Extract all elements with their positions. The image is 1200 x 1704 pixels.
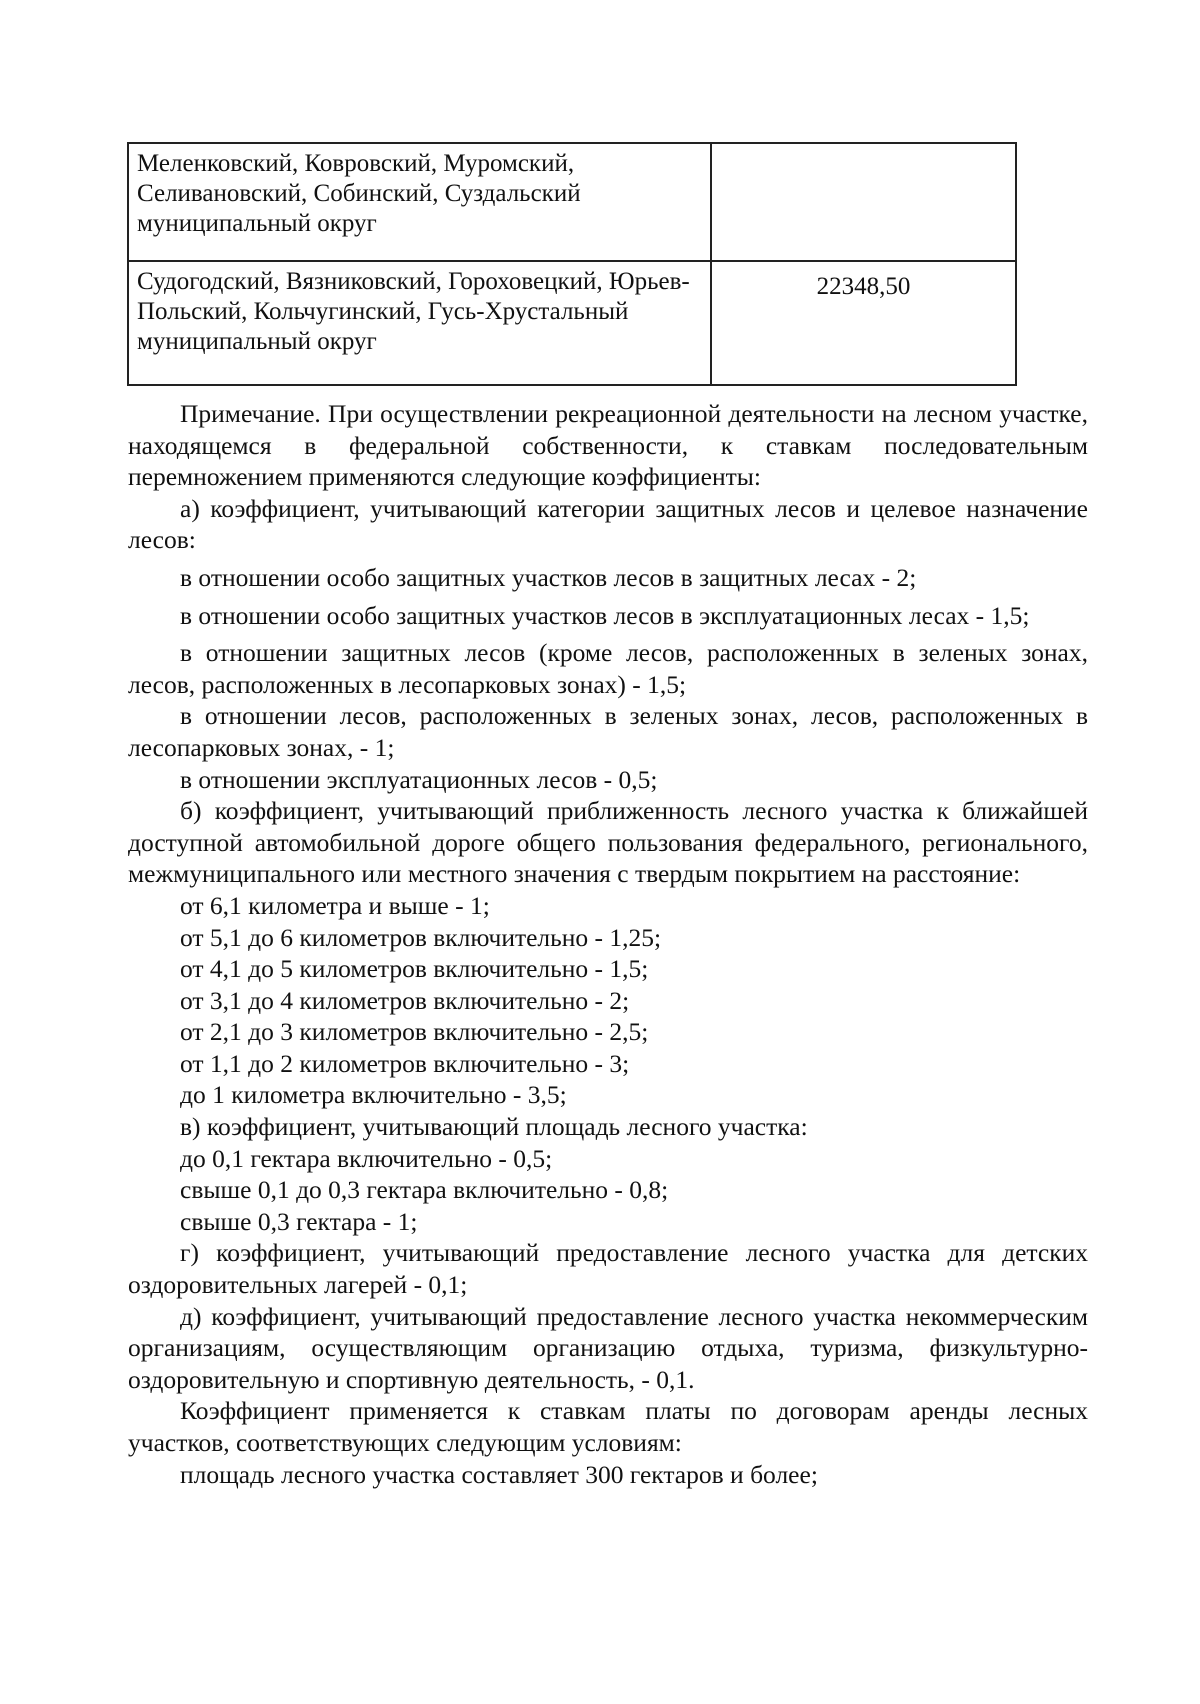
note-paragraph: от 2,1 до 3 километров включительно - 2,5;	[180, 1017, 649, 1047]
note-paragraph: г) коэффициент, учитывающий предоставление лесного участка для детских оздоровительных лагерей - 0,1;	[128, 1238, 1088, 1300]
table-row	[128, 143, 1016, 261]
note-paragraph: в) коэффициент, учитывающий площадь лесного участка:	[180, 1112, 808, 1142]
rates-table	[127, 142, 1017, 386]
note-paragraph: от 4,1 до 5 километров включительно - 1,5;	[180, 954, 649, 984]
note-text	[128, 398, 1088, 1490]
note-paragraph: Примечание. При осуществлении рекреационной деятельности на лесном участке, находящемся в федеральной собственности, к ставкам последовательным перемножением применяются следующие коэффициенты:	[128, 399, 1088, 492]
note-paragraph: свыше 0,3 гектара - 1;	[180, 1206, 418, 1236]
note-paragraph: в отношении особо защитных участков лесов в эксплуатационных лесах - 1,5;	[180, 600, 1030, 630]
region-cell: Меленковский, Ковровский, Муромский, Селивановский, Собинский, Суздальский муниципальный округ	[128, 143, 711, 261]
note-paragraph: д) коэффициент, учитывающий предоставление лесного участка некоммерческим организациям, осуществляющим организацию отдыха, туризма, физкультурно-оздоровительную и спортивную деятельность, - 0,1.	[128, 1301, 1088, 1394]
rate-cell: 22348,50	[711, 261, 1016, 385]
note-paragraph: до 0,1 гектара включительно - 0,5;	[180, 1143, 553, 1173]
note-paragraph: до 1 километра включительно - 3,5;	[180, 1080, 567, 1110]
note-paragraph: в отношении лесов, расположенных в зеленых зонах, лесов, расположенных в лесопарковых зонах, - 1;	[128, 701, 1088, 762]
note-paragraph: б) коэффициент, учитывающий приближенность лесного участка к ближайшей доступной автомобильной дороге общего пользования федерального, регионального, межмуниципального или местного значения с твердым покрытием на расстояние:	[128, 796, 1088, 889]
table-row	[128, 261, 1016, 385]
note-paragraph: а) коэффициент, учитывающий категории защитных лесов и целевое назначение лесов:	[128, 493, 1088, 555]
note-paragraph: Коэффициент применяется к ставкам платы по договорам аренды лесных участков, соответствующих следующим условиям:	[128, 1396, 1088, 1457]
note-paragraph: свыше 0,1 до 0,3 гектара включительно - 0,8;	[180, 1175, 669, 1205]
region-cell: Судогодский, Вязниковский, Гороховецкий, Юрьев-Польский, Кольчугинский, Гусь-Хрустальный муниципальный округ	[128, 261, 711, 385]
note-paragraph: от 5,1 до 6 километров включительно - 1,25;	[180, 922, 662, 952]
rate-cell	[711, 143, 1016, 261]
note-paragraph: площадь лесного участка составляет 300 гектаров и более;	[180, 1459, 818, 1489]
note-paragraph: от 6,1 километра и выше - 1;	[180, 890, 490, 920]
note-paragraph: в отношении защитных лесов (кроме лесов, расположенных в зеленых зонах, лесов, расположенных в лесопарковых зонах) - 1,5;	[128, 638, 1088, 699]
note-paragraph: в отношении особо защитных участков лесов в защитных лесах - 2;	[180, 562, 917, 592]
note-paragraph: в отношении эксплуатационных лесов - 0,5;	[180, 764, 658, 794]
note-paragraph: от 3,1 до 4 километров включительно - 2;	[180, 985, 630, 1015]
note-paragraph: от 1,1 до 2 километров включительно - 3;	[180, 1048, 630, 1078]
